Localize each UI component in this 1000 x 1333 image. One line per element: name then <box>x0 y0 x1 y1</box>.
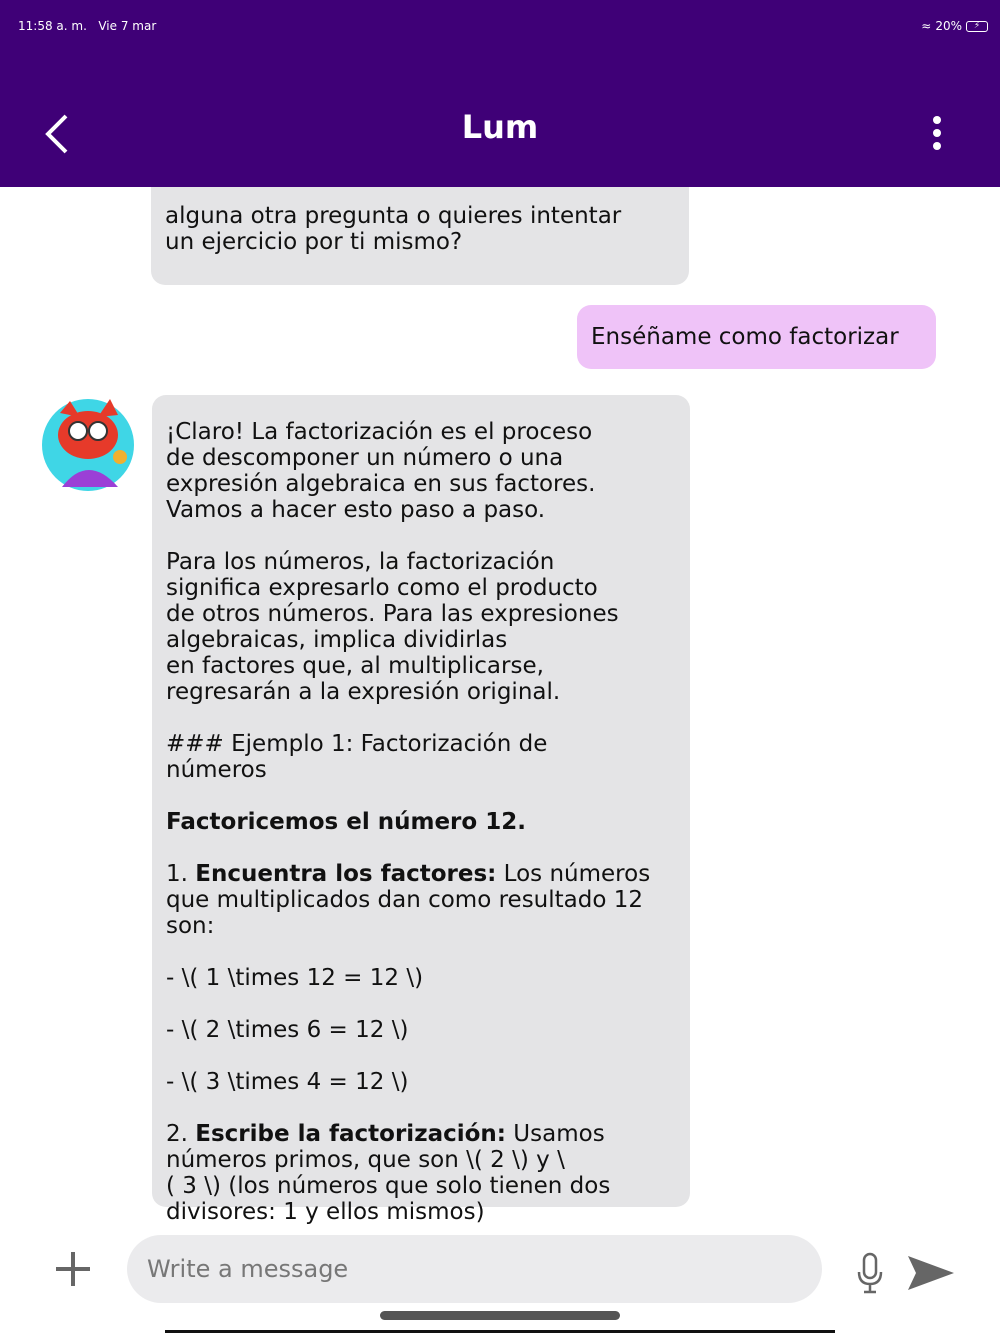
message-line: - \( 3 \times 4 = 12 \) <box>166 1069 409 1095</box>
message-line: de descomponer un número o una <box>166 445 564 471</box>
message-line: ( 3 \) (los números que solo tienen dos <box>166 1173 611 1199</box>
message-line: Para los números, la factorización <box>166 549 555 575</box>
microphone-icon[interactable] <box>855 1252 885 1294</box>
message-line: divisores: 1 y ellos mismos) <box>166 1199 485 1225</box>
message-line: Vamos a hacer esto paso a paso. <box>166 497 546 523</box>
message-line: alguna otra pregunta o quieres intentar <box>165 203 622 229</box>
status-time: 11:58 a. m. Vie 7 mar <box>18 19 157 33</box>
message-line: que multiplicados dan como resultado 12 <box>166 887 644 913</box>
input-placeholder: Write a message <box>147 1255 349 1283</box>
user-message: Enséñame como factorizar <box>577 305 936 369</box>
wifi-icon: ≈ <box>921 19 932 33</box>
message-bold-line: Factoricemos el número 12. <box>166 809 526 835</box>
chat-title: Lum <box>461 108 539 146</box>
message-line: - \( 1 \times 12 = 12 \) <box>166 965 424 991</box>
message-line: en factores que, al multiplicarse, <box>166 653 544 679</box>
more-options-icon[interactable] <box>925 116 949 150</box>
message-line: números <box>166 757 267 783</box>
message-line: son: <box>166 913 215 939</box>
app-header <box>0 0 1000 187</box>
message-line: un ejercicio por ti mismo? <box>165 229 463 255</box>
message-line: significa expresarlo como el producto <box>166 575 598 601</box>
status-indicators <box>921 19 988 33</box>
message-line: algebraicas, implica dividirlas <box>166 627 508 653</box>
bot-avatar-icon <box>40 395 136 491</box>
add-attachment-icon[interactable] <box>54 1250 92 1288</box>
send-icon[interactable] <box>906 1254 956 1292</box>
message-input[interactable] <box>127 1235 822 1303</box>
message-line: de otros números. Para las expresiones <box>166 601 619 627</box>
home-indicator <box>380 1311 620 1320</box>
message-line: - \( 2 \times 6 = 12 \) <box>166 1017 409 1043</box>
battery-percent: 20% <box>935 19 962 33</box>
message-line: ¡Claro! La factorización es el proceso <box>166 419 593 445</box>
message-line: regresarán a la expresión original. <box>166 679 561 705</box>
message-line: 2. Escribe la factorización: Usamos <box>166 1121 605 1147</box>
message-line: 1. Encuentra los factores: Los números <box>166 861 651 887</box>
message-line: ### Ejemplo 1: Factorización de <box>166 731 548 757</box>
bot-message <box>152 395 690 1225</box>
battery-charging-icon: ⚡ <box>966 21 988 32</box>
message-line: números primos, que son \( 2 \) y \ <box>166 1147 565 1173</box>
message-line: expresión algebraica en sus factores. <box>166 471 596 497</box>
